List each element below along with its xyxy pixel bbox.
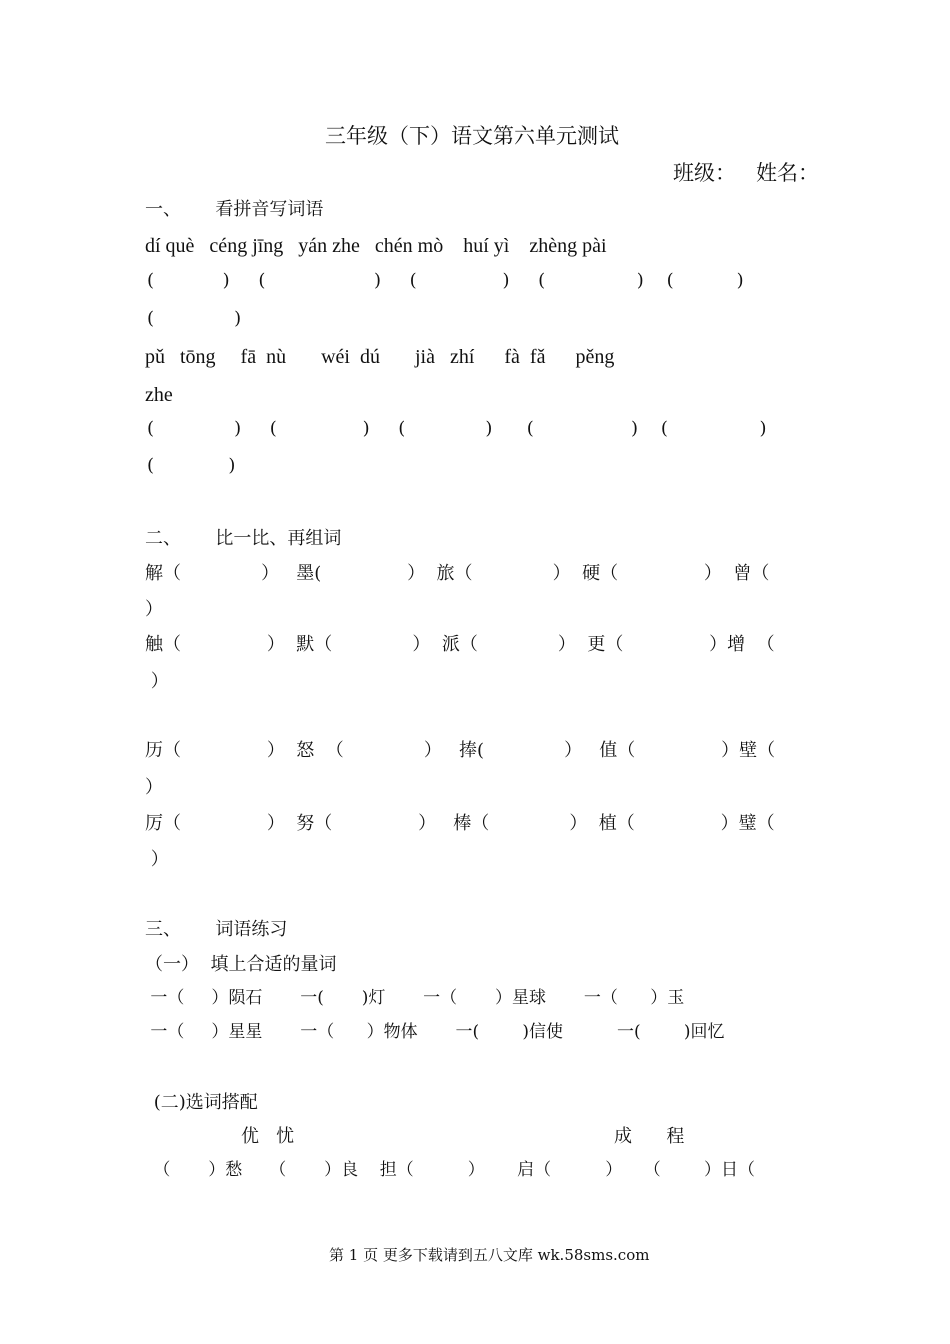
section-3-heading: 三、 词语练习 [145,919,288,940]
section-1-heading: 一、 看拼音写词语 [145,199,324,220]
page-title: 三年级（下）语文第六单元测试 [325,124,619,148]
class-name-line: 班级： 姓名： [673,161,820,185]
measure-word-row-1: 一（ ）陨石 一( )灯 一（ ）星球 一（ ）玉 [145,988,685,1008]
measure-word-row-2: 一（ ）星星 一（ ）物体 一( )信使 一( )回忆 [145,1022,725,1042]
choice-options-left: 优 忧 [241,1126,295,1147]
blank-row-1a: ( ) ( ) ( ) ( ) ( ) [147,270,744,291]
compare-row-1: 解（ ） 墨( ） 旅（ ） 硬（ ） 曾（ [145,563,770,584]
compare-row-1-wrap: ） [145,599,163,620]
compare-row-3-wrap: ） [145,777,163,798]
compare-row-4-wrap: ） [145,849,169,870]
blank-row-2a: ( ) ( ) ( ) ( ) ( ) [147,418,767,439]
choice-row: （ ）愁 （ ）良 担（ ） 启（ ） （ ）日（ [148,1160,756,1180]
compare-row-2: 触（ ） 默（ ） 派（ ） 更（ ）增 （ [145,634,775,655]
pinyin-row-2a: pǔ tōng fā nù wéi dú jià zhí fà fǎ pěng [145,346,615,368]
page-footer: 第 1 页 更多下载请到五八文库 wk.58sms.com [329,1246,650,1264]
sub-2-heading: (二)选词搭配 [148,1092,258,1113]
blank-row-1b: ( ) [147,308,242,329]
blank-row-2b: ( ) [147,455,236,476]
sub-1-heading: （一） 填上合适的量词 [145,954,337,975]
pinyin-row-1: dí què céng jīng yán zhe chén mò huí yì zhèng pài [145,235,607,257]
section-2-heading: 二、 比一比、再组词 [145,528,342,549]
compare-row-2-wrap: ） [145,671,169,692]
pinyin-row-2b: zhe [145,384,173,406]
choice-options-right: 成 程 [614,1126,685,1147]
compare-row-3: 历（ ） 怒 （ ） 捧( ） 值（ ）壁（ [145,740,776,761]
compare-row-4: 厉（ ） 努（ ） 棒（ ） 植（ ）璧（ [145,813,775,834]
